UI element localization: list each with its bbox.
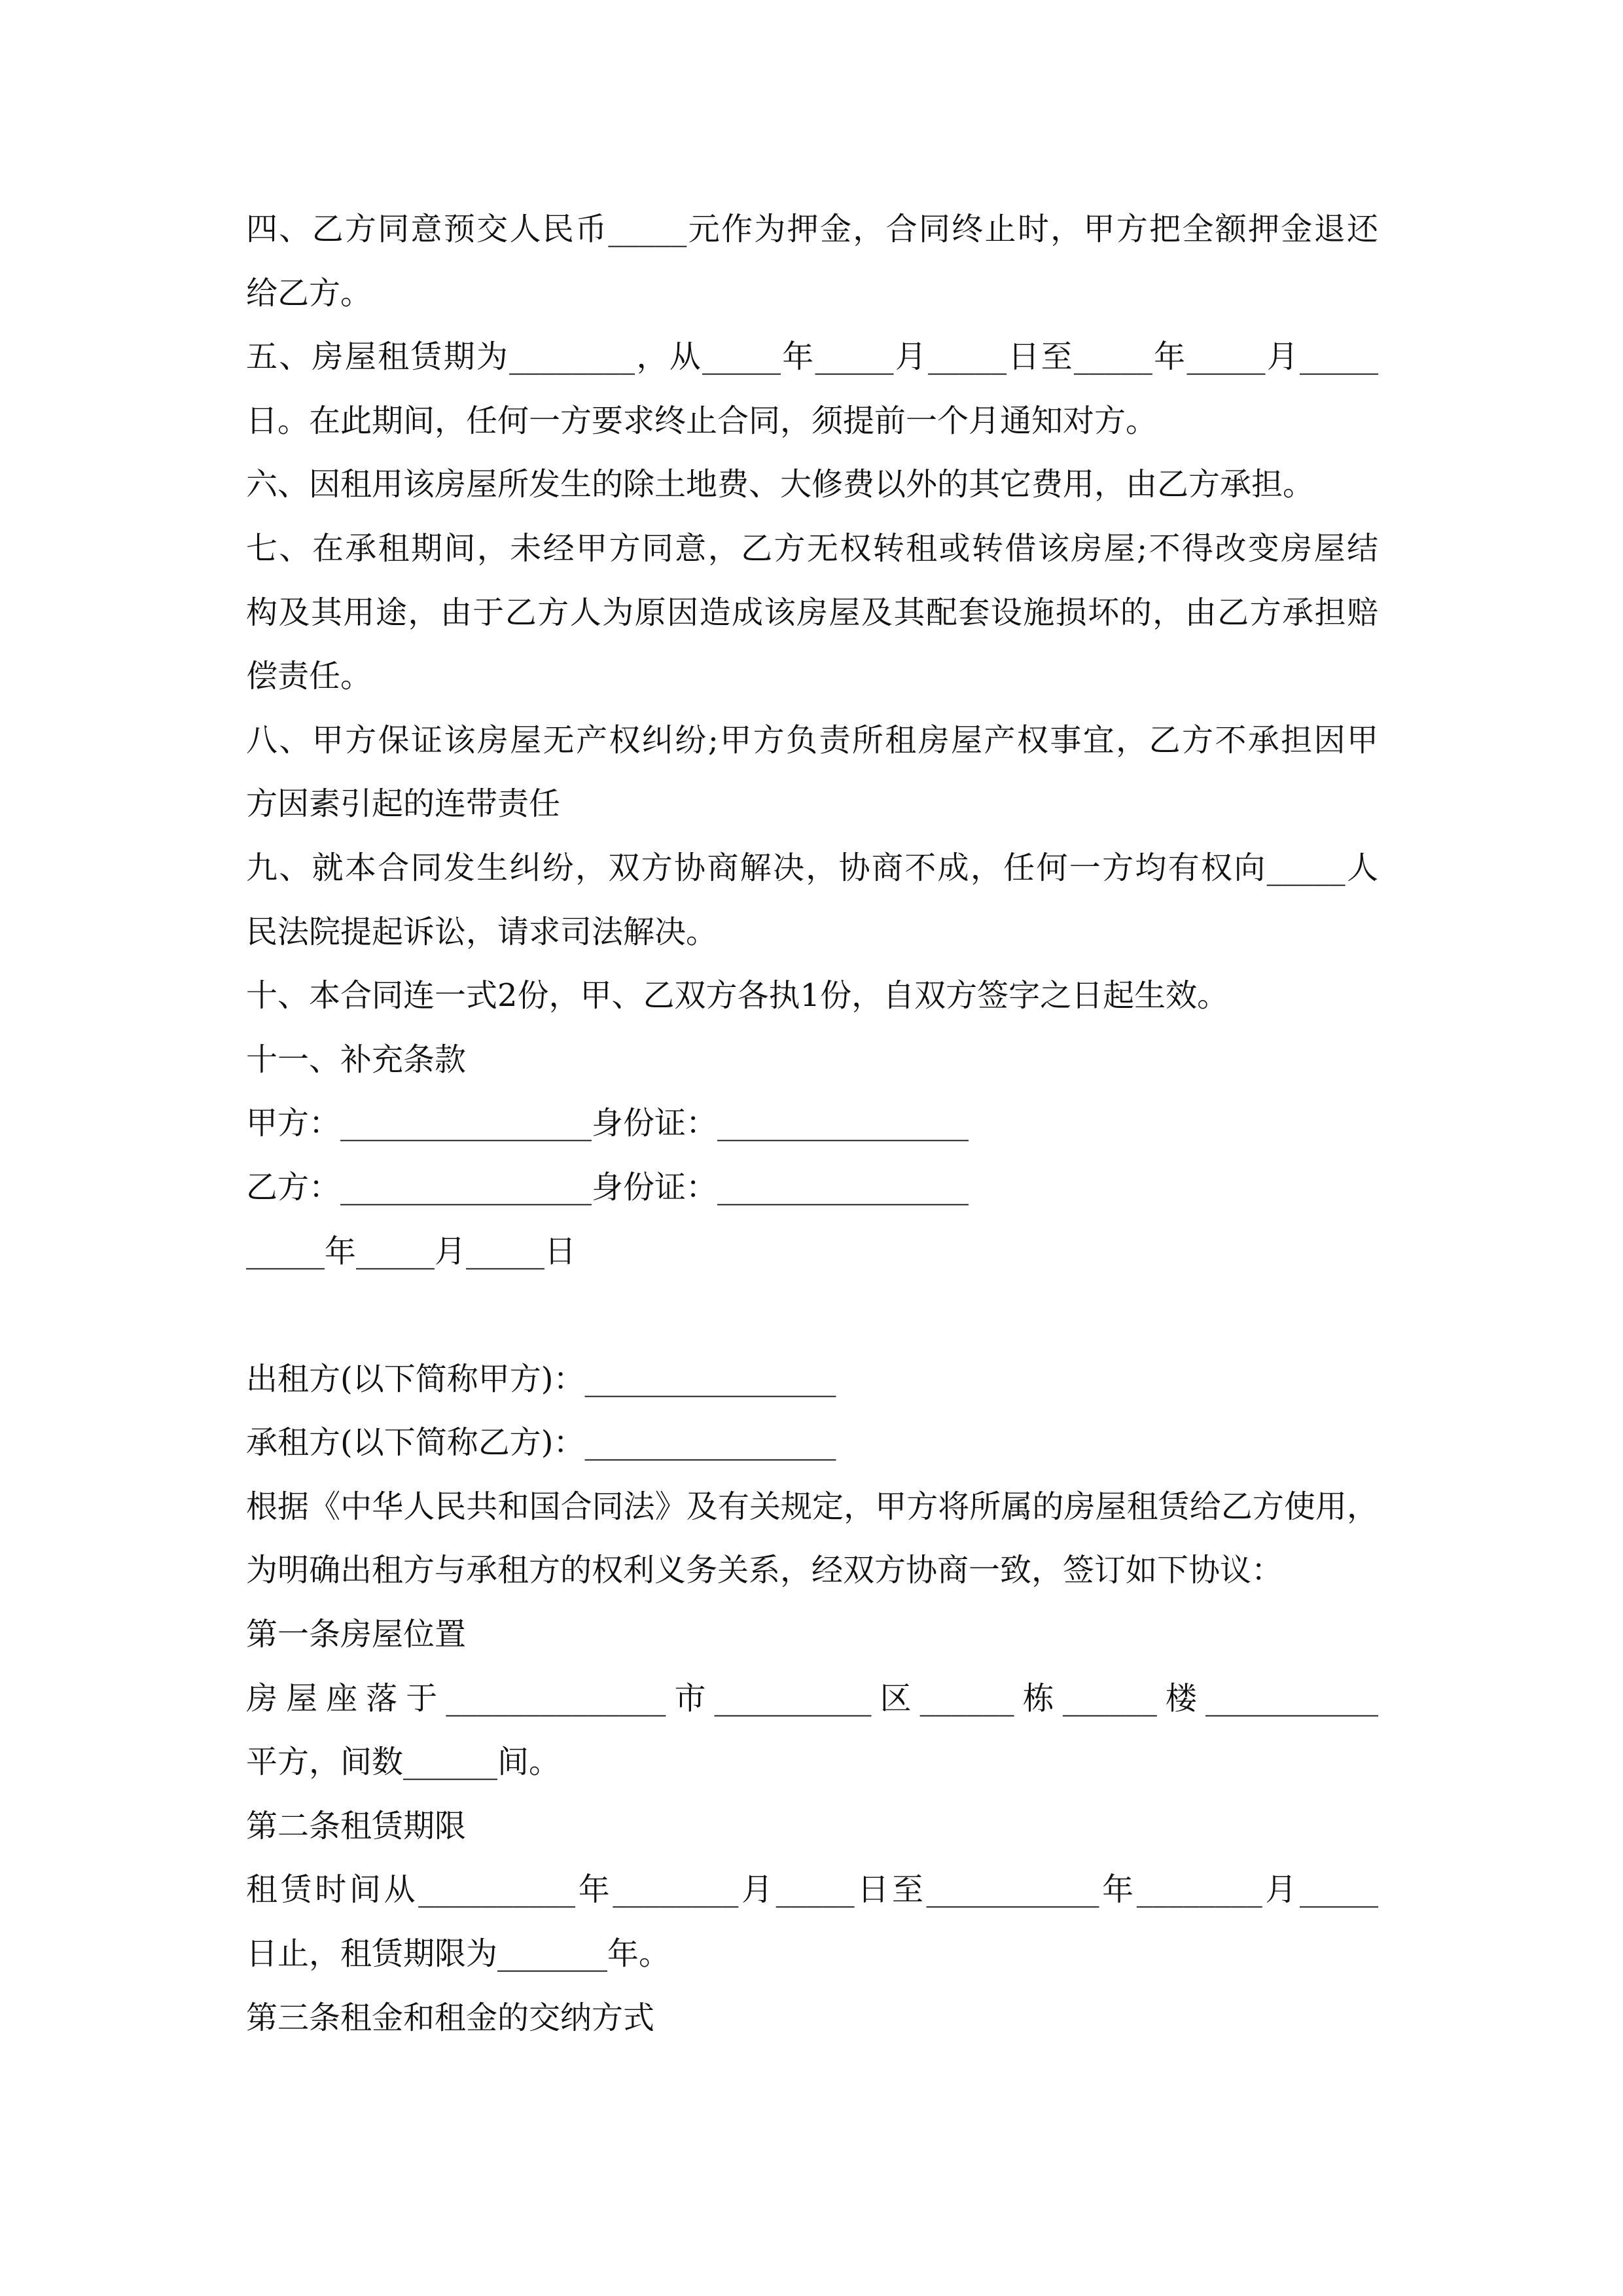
- document-line: 十一、补充条款: [246, 1041, 467, 1078]
- document-line: 四、乙方同意预交人民币_____元作为押金，合同终止时，甲方把全额押金退还: [246, 211, 1378, 247]
- document-line: 偿责任。: [246, 658, 372, 695]
- document-line: 七、在承租期间，未经甲方同意，乙方无权转租或转借该房屋;不得改变房屋结: [246, 529, 1378, 567]
- document-line: 第三条租金和租金的交纳方式: [246, 1999, 655, 2036]
- document-line: 出租方(以下简称甲方)：________________: [246, 1360, 836, 1397]
- document-line: 承租方(以下简称乙方)：________________: [246, 1424, 836, 1462]
- document-line: 日。在此期间，任何一方要求终止合同，须提前一个月通知对方。: [246, 402, 1158, 439]
- document-line: 八、甲方保证该房屋无产权纠纷;甲方负责所租房屋产权事宜，乙方不承担因甲: [246, 721, 1378, 759]
- document-line: 根据《中华人民共和国合同法》及有关规定，甲方将所属的房屋租赁给乙方使用，: [246, 1488, 1378, 1525]
- document-line: 十、本合同连一式2份，甲、乙双方各执1份，自双方签字之日起生效。: [246, 977, 1229, 1014]
- contract-document: [246, 198, 1378, 2050]
- document-line: 九、就本合同发生纠纷，双方协商解决，协商不成，任何一方均有权向_____人: [246, 849, 1378, 886]
- document-line: 五、房屋租赁期为________，从_____年_____月_____日至_____年_____月_____: [246, 338, 1378, 376]
- document-line: 为明确出租方与承租方的权利义务关系，经双方协商一致，签订如下协议：: [246, 1552, 1283, 1589]
- document-line: 甲方：________________身份证：________________: [246, 1105, 969, 1142]
- blank-line: [246, 1283, 1378, 1348]
- document-line: 第二条租赁期限: [246, 1807, 467, 1844]
- document-line: 日止，租赁期限为_______年。: [246, 1935, 671, 1973]
- document-line: 平方，间数______间。: [246, 1744, 561, 1781]
- document-line: 租赁时间从__________年________月_____日至___________年________月_____: [246, 1871, 1378, 1909]
- document-line: 构及其用途，由于乙方人为原因造成该房屋及其配套设施损坏的，由乙方承担赔: [246, 594, 1378, 631]
- document-line: 第一条房屋位置: [246, 1616, 467, 1653]
- document-line: 房屋座落于______________市__________区______栋______楼___________: [246, 1679, 1378, 1717]
- document-line: 乙方：________________身份证：________________: [246, 1168, 969, 1206]
- document-line: 民法院提起诉讼，请求司法解决。: [246, 913, 718, 950]
- document-line: _____年_____月_____日: [246, 1232, 577, 1270]
- document-line: 六、因租用该房屋所发生的除土地费、大修费以外的其它费用，由乙方承担。: [246, 466, 1315, 503]
- document-line: 给乙方。: [246, 274, 372, 312]
- document-line: 方因素引起的连带责任: [246, 785, 561, 823]
